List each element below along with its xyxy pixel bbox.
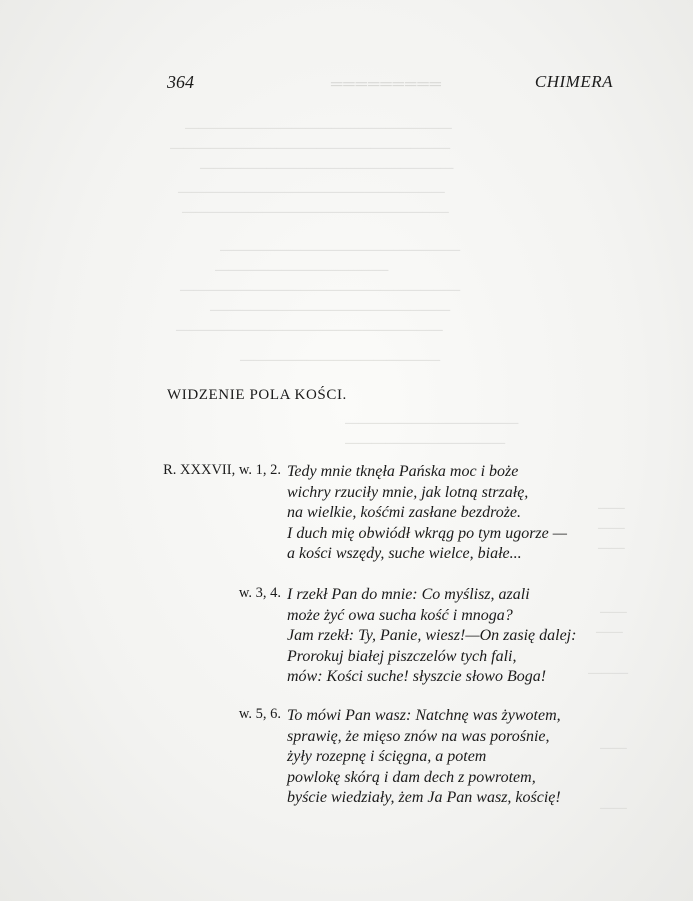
bleed-through-texture: ——	[600, 740, 627, 756]
bleed-through-texture: —————————————	[215, 262, 389, 278]
poem-line: Jam rzekł: Ty, Panie, wiesz!—On zasię dalej:	[287, 627, 577, 645]
poem-line: I duch mię obwiódł wkrąg po tym ugorze —	[287, 524, 567, 542]
bleed-through-texture: ————————————————————	[176, 322, 443, 338]
bleed-through-texture: ———————————————	[240, 352, 441, 368]
bleed-through-texture: —————————————	[345, 415, 519, 431]
verse-lines	[287, 706, 561, 809]
poem-line: Prorokuj białej piszczelów tych fali,	[287, 647, 517, 665]
bleed-through-texture: ————————————————————	[182, 204, 449, 220]
bleed-through-texture: ————————————————————	[185, 120, 452, 136]
bleed-through-texture: ———	[588, 665, 629, 681]
poem-line: Tedy mnie tknęła Pańska moc i boże	[287, 463, 519, 480]
poem-line: mów: Kości suche! słyszcie słowo Boga!	[287, 668, 547, 686]
poem-line: powlokę skórą i dam dech z powrotem,	[287, 768, 536, 786]
poem-line: byście wiedziały, żem Ja Pan wasz, kościę!	[287, 789, 561, 807]
bleed-through-texture: —————————————————————	[180, 282, 461, 298]
section-title: WIDZENIE POLA KOŚCI.	[167, 387, 347, 403]
bleed-through-texture: ——	[600, 604, 627, 620]
poem-line: wichry rzuciły mnie, jak lotną strzałę,	[287, 483, 529, 501]
bleed-through-texture: ——	[596, 624, 623, 640]
bleed-through-texture: ——	[598, 520, 625, 536]
bleed-through-texture: ——	[600, 800, 627, 816]
verse-lines	[287, 585, 576, 688]
poem-line: żyły rozepnę i ścięgna, a potem	[287, 748, 487, 766]
verse-reference: R. XXXVII, w. 1, 2.	[163, 462, 281, 478]
verse-reference: w. 5, 6.	[238, 706, 281, 722]
bleed-through-texture: ——————————————————	[220, 242, 461, 258]
poem-line: może żyć owa sucha kość i mnoga?	[287, 606, 513, 624]
running-head-title: CHIMERA	[534, 72, 613, 91]
verse-reference: w. 3, 4.	[238, 585, 281, 601]
bleed-through-texture: ———————————————————	[200, 160, 454, 176]
bleed-through-texture: ——	[598, 500, 625, 516]
bleed-through-texture: ————————————	[345, 435, 506, 451]
poem-line: sprawię, że mięso znów na was porośnie,	[287, 727, 550, 745]
bleed-through-texture: ——————————————————	[210, 302, 451, 318]
bleed-through-texture: ═════════	[330, 76, 442, 93]
poem-line: a kości wszędy, suche wielce, białe...	[287, 545, 522, 563]
bleed-through-texture: ——	[598, 540, 625, 556]
page-number: 364	[167, 72, 194, 92]
bleed-through-texture: ————————————————————	[178, 184, 445, 200]
poem-line: I rzekł Pan do mnie: Co myślisz, azali	[287, 586, 530, 603]
bleed-through-texture: —————————————————————	[170, 140, 451, 156]
verse-lines	[287, 462, 567, 565]
poem-line: na wielkie, kośćmi zasłane bezdroże.	[287, 504, 522, 522]
poem-line: To mówi Pan wasz: Natchnę was żywotem,	[287, 707, 561, 724]
